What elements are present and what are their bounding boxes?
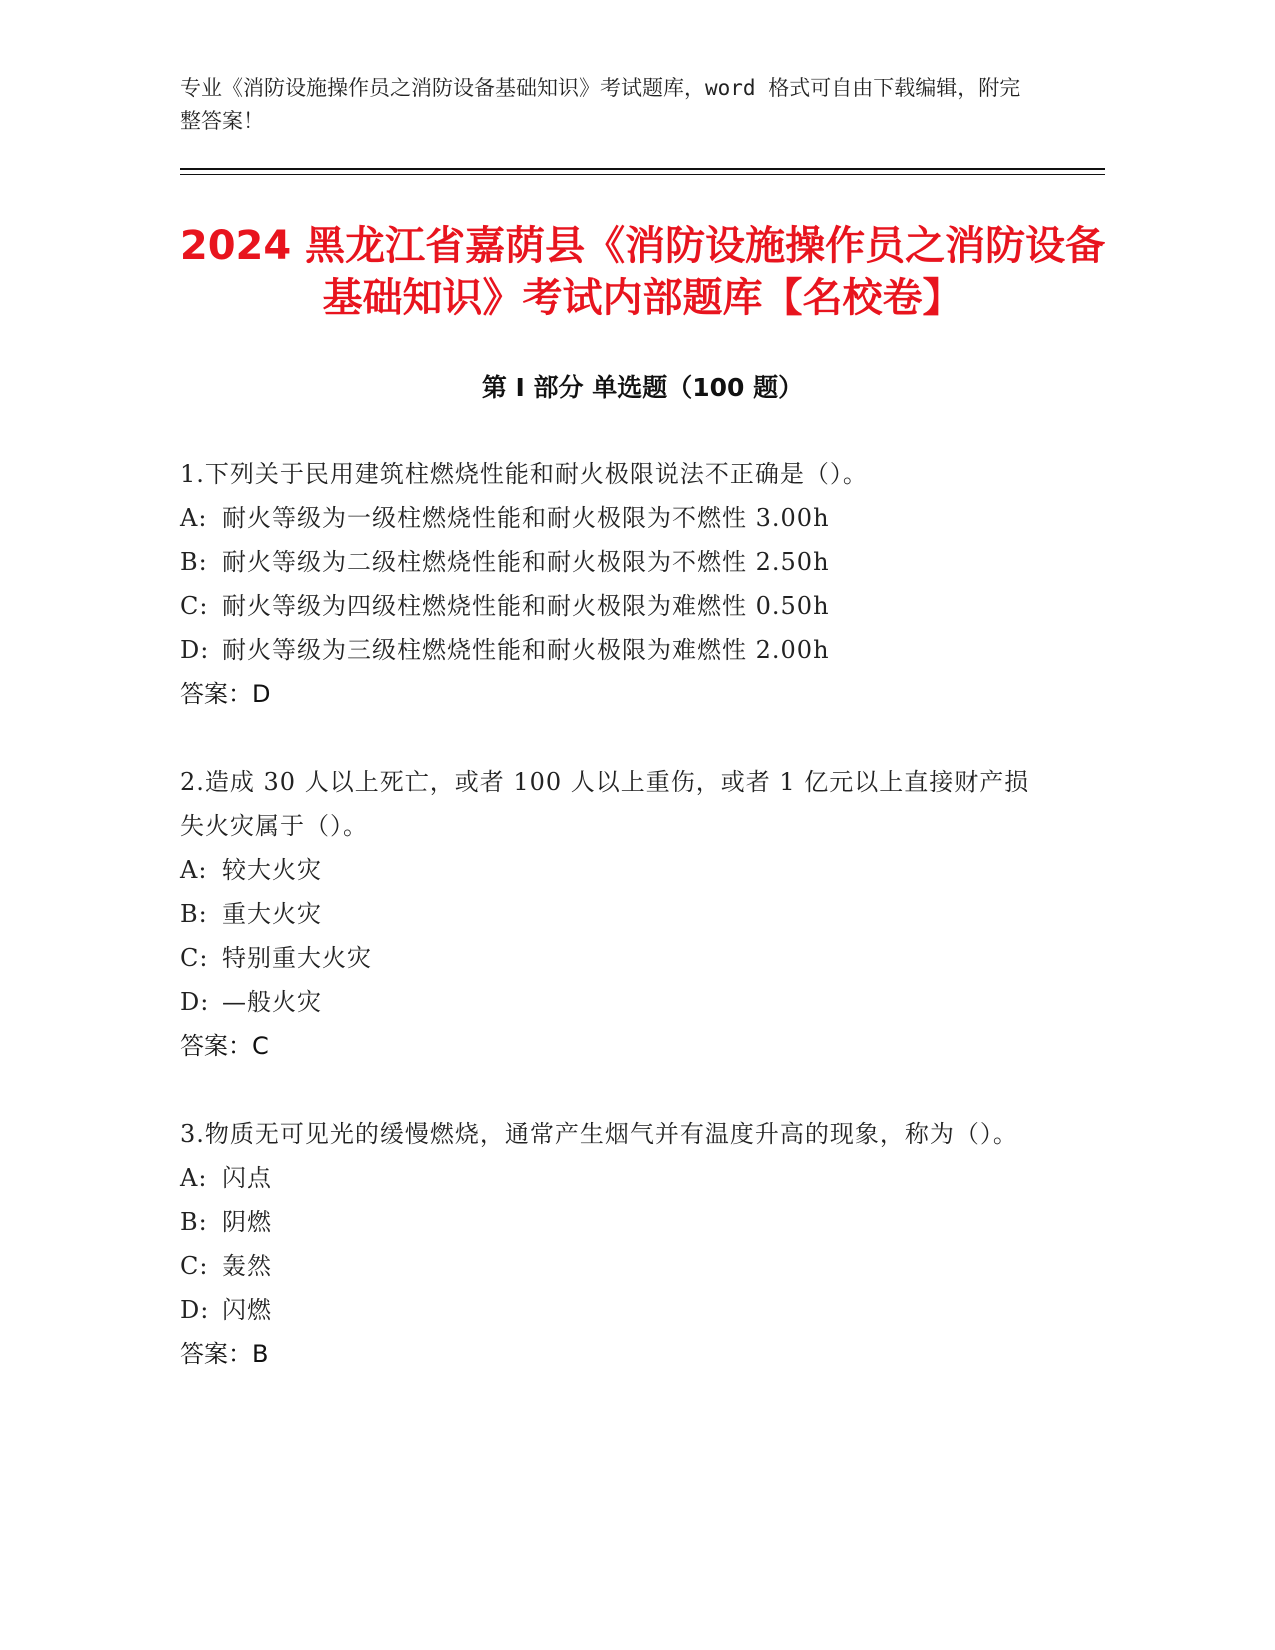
option-key: C: (180, 1252, 209, 1280)
option-text: 耐火等级为二级柱燃烧性能和耐火极限为不燃性 2.50h (222, 548, 830, 576)
option-a (180, 848, 1040, 892)
option-text: 耐火等级为三级柱燃烧性能和耐火极限为难燃性 2.00h (222, 636, 830, 664)
option-b (180, 892, 1040, 936)
option-key: D: (180, 1296, 210, 1324)
option-text: 重大火灾 (222, 900, 322, 928)
option-a (180, 1156, 1040, 1200)
option-text: 闪燃 (222, 1296, 272, 1324)
option-c (180, 936, 1040, 980)
question-stem: 2.造成 30 人以上死亡，或者 100 人以上重伤，或者 1 亿元以上直接财产损失火灾属于（）。 (180, 768, 1030, 840)
question-stem: 3.物质无可见光的缓慢燃烧，通常产生烟气并有温度升高的现象，称为（）。 (180, 1120, 1018, 1148)
header-note: 专业《消防设施操作员之消防设备基础知识》考试题库，word 格式可自由下载编辑，附完整答案！ (180, 76, 1021, 133)
option-a (180, 496, 1040, 540)
option-key: A: (180, 856, 208, 884)
option-key: D: (180, 636, 210, 664)
header-divider-thick (180, 168, 1105, 170)
option-key: B: (180, 1208, 208, 1236)
header-divider-thin (180, 174, 1105, 175)
option-text: 轰然 (222, 1252, 272, 1280)
option-key: D: (180, 988, 210, 1016)
section-title: 第 I 部分 单选题（100 题） (481, 373, 804, 402)
option-text: 较大火灾 (222, 856, 322, 884)
option-c (180, 584, 1040, 628)
answer-text: 答案：D (180, 680, 271, 708)
answer-text: 答案：B (180, 1340, 269, 1368)
option-d (180, 1288, 1040, 1332)
question-2 (180, 760, 1040, 1068)
option-key: C: (180, 592, 209, 620)
option-key: B: (180, 548, 208, 576)
option-key: A: (180, 1164, 208, 1192)
option-text: —般火灾 (222, 988, 322, 1016)
option-b (180, 1200, 1040, 1244)
question-1 (180, 452, 1040, 716)
option-key: C: (180, 944, 209, 972)
option-text: 耐火等级为四级柱燃烧性能和耐火极限为难燃性 0.50h (222, 592, 830, 620)
option-key: A: (180, 504, 208, 532)
option-text: 闪点 (222, 1164, 272, 1192)
option-d (180, 628, 1040, 672)
option-d (180, 980, 1040, 1024)
question-list (180, 452, 1040, 1420)
option-key: B: (180, 900, 208, 928)
document-title: 2024 黑龙江省嘉荫县《消防设施操作员之消防设备基础知识》考试内部题库【名校卷】 (179, 223, 1106, 321)
option-text: 阴燃 (222, 1208, 272, 1236)
answer-text: 答案：C (180, 1032, 269, 1060)
question-stem: 1.下列关于民用建筑柱燃烧性能和耐火极限说法不正确是（）。 (180, 460, 868, 488)
option-text: 特别重大火灾 (222, 944, 372, 972)
question-3 (180, 1112, 1040, 1376)
option-b (180, 540, 1040, 584)
option-text: 耐火等级为一级柱燃烧性能和耐火极限为不燃性 3.00h (222, 504, 830, 532)
option-c (180, 1244, 1040, 1288)
